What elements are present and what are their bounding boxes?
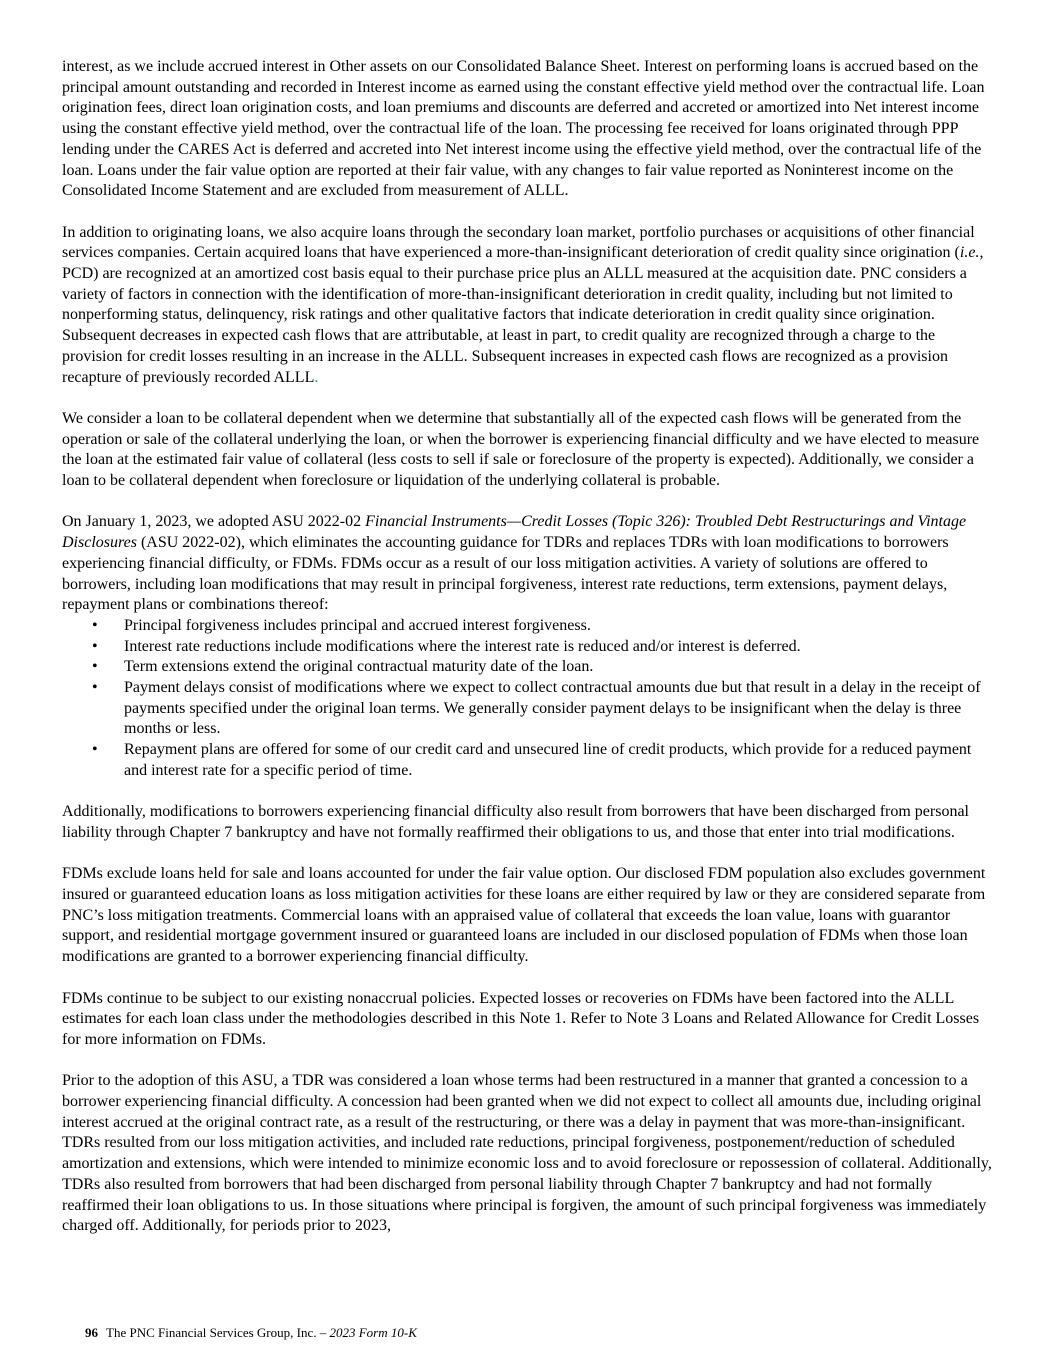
page-footer	[85, 1325, 417, 1341]
footer-form: 2023 Form 10-K	[329, 1325, 417, 1340]
list-item	[62, 637, 997, 658]
paragraph-interest-accrual	[62, 57, 997, 202]
paragraph-asu-adoption	[62, 512, 997, 616]
list-item-text: Principal forgiveness includes principal and accrued interest forgiveness.	[124, 616, 591, 634]
list-item-text: Payment delays consist of modifications where we expect to collect contractual amounts due but that result in a delay in the receipt of payments specified under the original loan terms. We generally consider payment delays to be insignificant when the delay is three months or less.	[124, 679, 981, 738]
ie-italic: i.e.	[959, 244, 980, 262]
paragraph-chapter7	[62, 802, 997, 843]
footer-company: The PNC Financial Services Group, Inc. –	[106, 1325, 330, 1340]
bullet-icon: •	[92, 637, 98, 655]
paragraph-text: In addition to originating loans, we also acquire loans through the secondary loan market, portfolio purchases or acquisitions of other financial services companies. Certain acquired loans that have experienced a more-than-insignificant deterioration of credit quality since origination (	[62, 223, 975, 262]
paragraph-text: FDMs exclude loans held for sale and loans accounted for under the fair value option. Our disclosed FDM population also excludes government insured or guaranteed education loans as loss mitigation activities for these loans are either required by law or they are considered separate from PNC’s loss mitigation treatments. Commercial loans with an appraised value of collateral that exceeds the loan value, loans with guarantor support, and residential mortgage government insured or guaranteed loans are included in our disclosed population of FDMs when those loan modifications are granted to a borrower experiencing financial difficulty.	[62, 865, 986, 966]
fdm-types-list	[62, 616, 997, 782]
list-item	[62, 616, 997, 637]
bullet-icon: •	[92, 658, 98, 676]
paragraph-text: FDMs continue to be subject to our existing nonaccrual policies. Expected losses or recoveries on FDMs have been factored into the ALLL estimates for each loan class under the methodologies described in this Note 1. Refer to Note 3 Loans and Related Allowance for Credit Losses for more information on FDMs.	[62, 989, 980, 1048]
paragraph-text: , PCD) are recognized at an amortized cost basis equal to their purchase price plus an ALLL measured at the acquisition date. PNC considers a variety of factors in connection with the identification of more-than-insignificant deterioration in credit quality, including but not limited to nonperforming status, delinquency, risk ratings and other qualitative factors that indicate deterioration in credit quality since origination. Subsequent decreases in expected cash flows that are attributable, at least in part, to credit quality are recognized through a charge to the provision for credit losses resulting in an increase in the ALLL. Subsequent increases in expected cash flows are recognized as a provision recapture of previously recorded ALLL	[62, 244, 984, 386]
paragraph-tdr-history	[62, 1071, 997, 1237]
paragraph-fdm-exclusions	[62, 864, 997, 968]
paragraph-text: Additionally, modifications to borrowers experiencing financial difficulty also result from borrowers that have been discharged from personal liability through Chapter 7 bankruptcy and have not formally reaffirmed their obligations to us, and those that enter into trial modifications.	[62, 803, 969, 841]
paragraph-text: Prior to the adoption of this ASU, a TDR was considered a loan whose terms had been restructured in a manner that granted a concession to a borrower experiencing financial difficulty. A concession had been granted when we did not expect to collect all amounts due, including original interest accrued at the original contract rate, as a result of the restructuring, or there was a delay in payment that was more-than-insignificant. TDRs resulted from our loss mitigation activities, and included rate reductions, principal forgiveness, postponement/reduction of scheduled amortization and extensions, which were intended to minimize economic loss and to avoid foreclosure or repossession of collateral. Additionally, TDRs also resulted from borrowers that had been discharged from personal liability through Chapter 7 bankruptcy and had not formally reaffirmed their loan obligations to us. In those situations where principal is forgiven, the amount of such principal forgiveness was immediately charged off. Additionally, for periods prior to 2023,	[62, 1072, 992, 1235]
list-item	[62, 740, 997, 781]
page-number: 96	[85, 1325, 98, 1340]
list-item-text: Interest rate reductions include modifications where the interest rate is reduced and/or interest is deferred.	[124, 637, 801, 655]
paragraph-text: We consider a loan to be collateral dependent when we determine that substantially all of the expected cash flows will be generated from the operation or sale of the collateral underlying the loan, or when the borrower is experiencing financial difficulty and we have elected to measure the loan at the estimated fair value of collateral (less costs to sell if sale or foreclosure of the property is expected). Additionally, we consider a loan to be collateral dependent when foreclosure or liquidation of the underlying collateral is probable.	[62, 409, 980, 490]
paragraph-text: On January 1, 2023, we adopted ASU 2022-02	[62, 513, 366, 531]
asu-title-italic: Financial Instruments—Credit Losses (Topic 326): Troubled Debt Restructurings and Vintage Disclosures	[62, 513, 967, 552]
trailing-period: .	[314, 368, 319, 386]
bullet-icon: •	[92, 679, 98, 697]
paragraph-text: (ASU 2022-02), which eliminates the accounting guidance for TDRs and replaces TDRs with loan modifications to borrowers experiencing financial difficulty, or FDMs. FDMs occur as a result of our loss mitigation activities. A variety of solutions are offered to borrowers, including loan modifications that may result in principal forgiveness, interest rate reductions, term extensions, payment delays, repayment plans or combinations thereof:	[62, 534, 949, 614]
list-item-text: Term extensions extend the original contractual maturity date of the loan.	[124, 658, 594, 676]
document-body	[62, 57, 997, 1258]
bullet-icon: •	[92, 741, 98, 759]
list-item-text: Repayment plans are offered for some of our credit card and unsecured line of credit products, which provide for a reduced payment and interest rate for a specific period of time.	[124, 741, 972, 779]
paragraph-acquired-loans	[62, 223, 997, 389]
paragraph-nonaccrual	[62, 989, 997, 1051]
list-item	[62, 657, 997, 678]
bullet-icon: •	[92, 616, 98, 634]
paragraph-text: interest, as we include accrued interest in Other assets on our Consolidated Balance Sheet. Interest on performing loans is accrued based on the principal amount outstanding and recorded in Interest income as earned using the constant effective yield method over the contractual life. Loan origination fees, direct loan origination costs, and loan premiums and discounts are deferred and accreted or amortized into Net interest income using the constant effective yield method, over the contractual life of the loan. The processing fee received for loans originated through PPP lending under the CARES Act is deferred and accreted into Net interest income using the effective yield method, over the contractual life of the loan. Loans under the fair value option are reported at their fair value, with any changes to fair value reported as Noninterest income on the Consolidated Income Statement and are excluded from measurement of ALLL.	[62, 58, 985, 200]
list-item	[62, 678, 997, 740]
paragraph-collateral-dependent	[62, 409, 997, 492]
